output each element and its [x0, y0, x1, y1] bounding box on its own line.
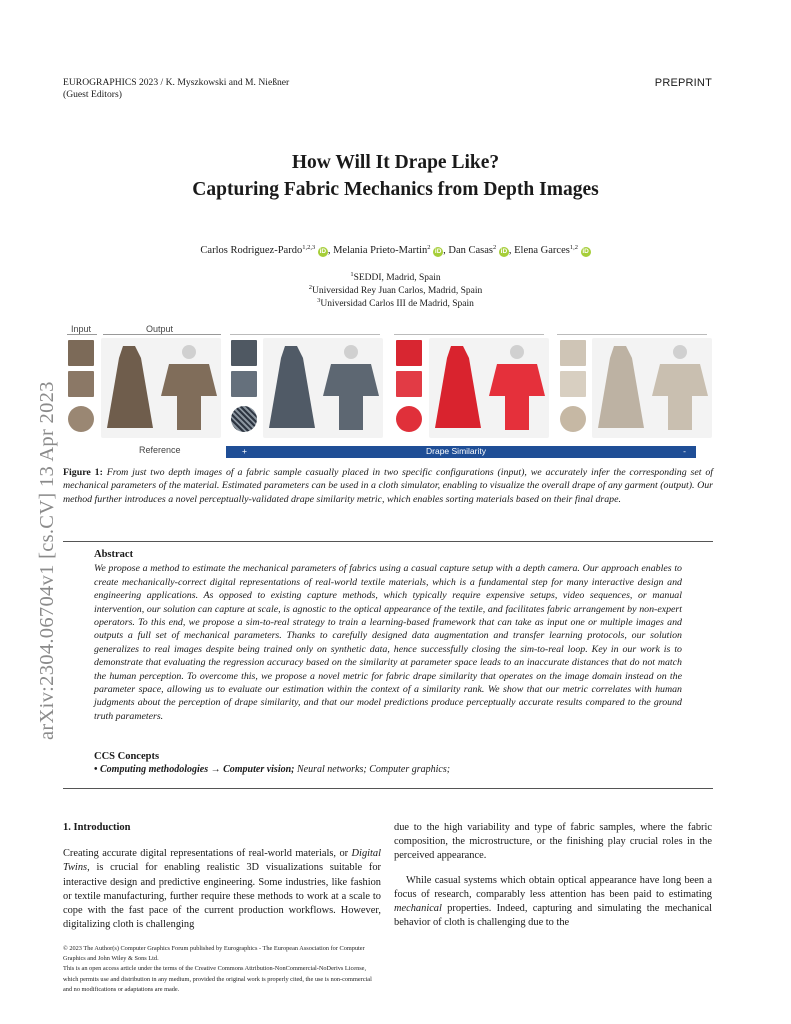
divider	[63, 541, 713, 542]
dress-and-shirt-render	[101, 338, 221, 438]
caption-label: Figure 1:	[63, 467, 103, 478]
venue-line: EUROGRAPHICS 2023 / K. Myszkowski and M. Nießner	[63, 77, 290, 88]
output-underline	[103, 334, 221, 335]
title-line-2: Capturing Fabric Mechanics from Depth Images	[192, 179, 599, 200]
dress-and-shirt-render	[592, 338, 712, 438]
author-name: Elena Garces	[514, 245, 570, 256]
arxiv-stamp-text: arXiv:2304.06704v1 [cs.CV] 13 Apr 2023	[36, 381, 58, 740]
ccs-heading: CCS Concepts	[94, 751, 160, 762]
garment-render	[592, 338, 712, 438]
paragraph: While casual systems which obtain optical appearance have long been a focus of research, comparably less attention has been paid to estimating mechanical properties. Indeed, capturing and simulating the mechanical behavior of cloth is challenging due to the	[394, 874, 712, 929]
orcid-icon[interactable]: iD	[319, 248, 327, 255]
author-affil-sup: 2	[427, 244, 431, 251]
teaser-figure	[63, 322, 713, 458]
fabric-depth-image	[68, 371, 94, 397]
divider	[63, 788, 713, 789]
bar-plus: +	[242, 446, 247, 456]
preprint-label: PREPRINT	[654, 77, 712, 89]
orcid-icon[interactable]: iD	[434, 248, 442, 255]
fabric-depth-image	[68, 340, 94, 366]
section-heading: 1. Introduction	[63, 822, 131, 833]
dress-and-shirt-render	[429, 338, 549, 438]
paragraph: Creating accurate digital representations of real-world materials, or Digital Twins, is crucial for enabling realistic 3D visualizations suitable for interactive design and predictive engineering. Some industries, like fashion or textile manufacturing, further require these methods to work at a scale to cope with the fast pace of the current production workflows. However, digitalizing cloth is challenging	[63, 848, 381, 931]
author-list	[0, 245, 791, 257]
garment-render	[263, 338, 383, 438]
figure-caption	[63, 466, 713, 506]
affiliations	[0, 272, 791, 311]
author-name: Carlos Rodriguez-Pardo	[200, 245, 303, 256]
abstract	[94, 548, 682, 723]
reference-label: Reference	[139, 445, 181, 455]
output-label: Output	[146, 324, 174, 334]
abstract-heading: Abstract	[94, 549, 134, 560]
paragraph: due to the high variability and type of fabric samples, where the fabric composition, the microstructure, or the finishing play crucial roles in the perceived appearance.	[394, 822, 712, 862]
garment-render	[101, 338, 221, 438]
author-name: Dan Casas	[448, 245, 494, 256]
affiliation: $^1$SEDDI, Madrid, Spain	[350, 271, 441, 283]
affiliation: $^2$Universidad Rey Juan Carlos, Madrid, Spain	[308, 284, 483, 296]
author: Dan Casas$^2$ iD ,	[448, 244, 515, 256]
garment-render	[429, 338, 549, 438]
paper-title	[0, 149, 791, 203]
caption-text: From just two depth images of a fabric sample casually placed in two specific configurations (input), we accurately infer the corresponding set of mechanical parameters of the material. Estimated parameters can be used in a cloth simulator, enabling to visualize the overall drape of any garment (output). Our method further introduces a novel perceptually-validated drape similarity metric, which enables sorting materials based on their final drape.	[63, 467, 713, 505]
arxiv-stamp[interactable]	[14, 270, 58, 740]
input-underline	[67, 334, 97, 335]
footnote-line: This is an open access article under the terms of the Creative Commons Attribution-NonCommercial-NoDerivs License, which permits use and distribution in any medium, provided the original work is properly cited, the use is non-commercial and no modifications or adaptations are made.	[63, 965, 372, 993]
abstract-text: We propose a method to estimate the mechanical parameters of fabrics using a casual capture setup with a depth camera. Our approach enables to create mechanically-correct digital representations of real-world textile materials, which is a fundamental step for many interactive design and engineering applications. As opposed to existing capture methods, which typically require expensive setups, video sequences, or manual intervention, our solution can capture at scale, is agnostic to the optical appearance of the textile, and facilitates fabric arrangement by non-expert operators. To this end, we propose a sim-to-real strategy to train a learning-based framework that can take as input one or multiple images and outputs a full set of mechanical parameters. Thanks to carefully designed data augmentation and transfer learning protocols, our solution generalizes to real images despite being trained only on synthetic data, hence successfully closing the sim-to-real loop. Key in our work is to demonstrate that evaluating the regression accuracy based on the similarity at parameter space leads to an inaccurate distances that do not match the human perception. To overcome this, we propose a novel metric for fabric drape similarity that operates on the image domain instead on the parameter space, allowing us to evaluate our estimation within the context of a similarity rank. We show that our metric correlates with human judgments about the perception of drape similarity, and that our model predictions produce perceptually accurate results compared to the ground truth parameters.	[94, 563, 682, 722]
author: Melania Prieto-Martin$^2$ iD ,	[333, 244, 449, 256]
author-name: Melania Prieto-Martin	[333, 245, 428, 256]
copyright-footnote	[63, 944, 381, 995]
running-header	[63, 77, 289, 101]
author-affil-sup: 1,2,3	[302, 244, 316, 251]
author	[514, 245, 590, 256]
ccs-concepts	[94, 750, 682, 777]
orcid-icon[interactable]: iD	[582, 248, 589, 255]
input-label: Input	[71, 324, 92, 334]
bar-label: Drape Similarity	[426, 446, 486, 456]
affiliation: $^3$Universidad Carlos III de Madrid, Spain	[317, 297, 474, 309]
title-line-1: How Will It Drape Like?	[291, 152, 500, 173]
author: Carlos Rodriguez-Pardo$^{1,2,3}$ iD ,	[200, 244, 334, 256]
drape-similarity-bar	[226, 446, 696, 458]
left-column	[63, 821, 381, 942]
author-affil-sup: 2	[493, 244, 497, 251]
ccs-line: • Computing methodologies → Computer vision; Neural networks; Computer graphics;	[94, 764, 451, 776]
bar-minus: -	[683, 446, 686, 456]
fabric-sample-disc	[68, 406, 94, 432]
editors-line: (Guest Editors)	[63, 89, 122, 100]
footnote-line: © 2023 The Author(s) Computer Graphics Forum published by Eurographics - The European Association for Computer Graphics and John Wiley & Sons Ltd.	[63, 945, 365, 963]
dress-and-shirt-render	[263, 338, 383, 438]
orcid-icon[interactable]: iD	[500, 248, 508, 255]
right-column	[394, 821, 712, 940]
author-affil-sup: 1,2	[569, 244, 578, 251]
